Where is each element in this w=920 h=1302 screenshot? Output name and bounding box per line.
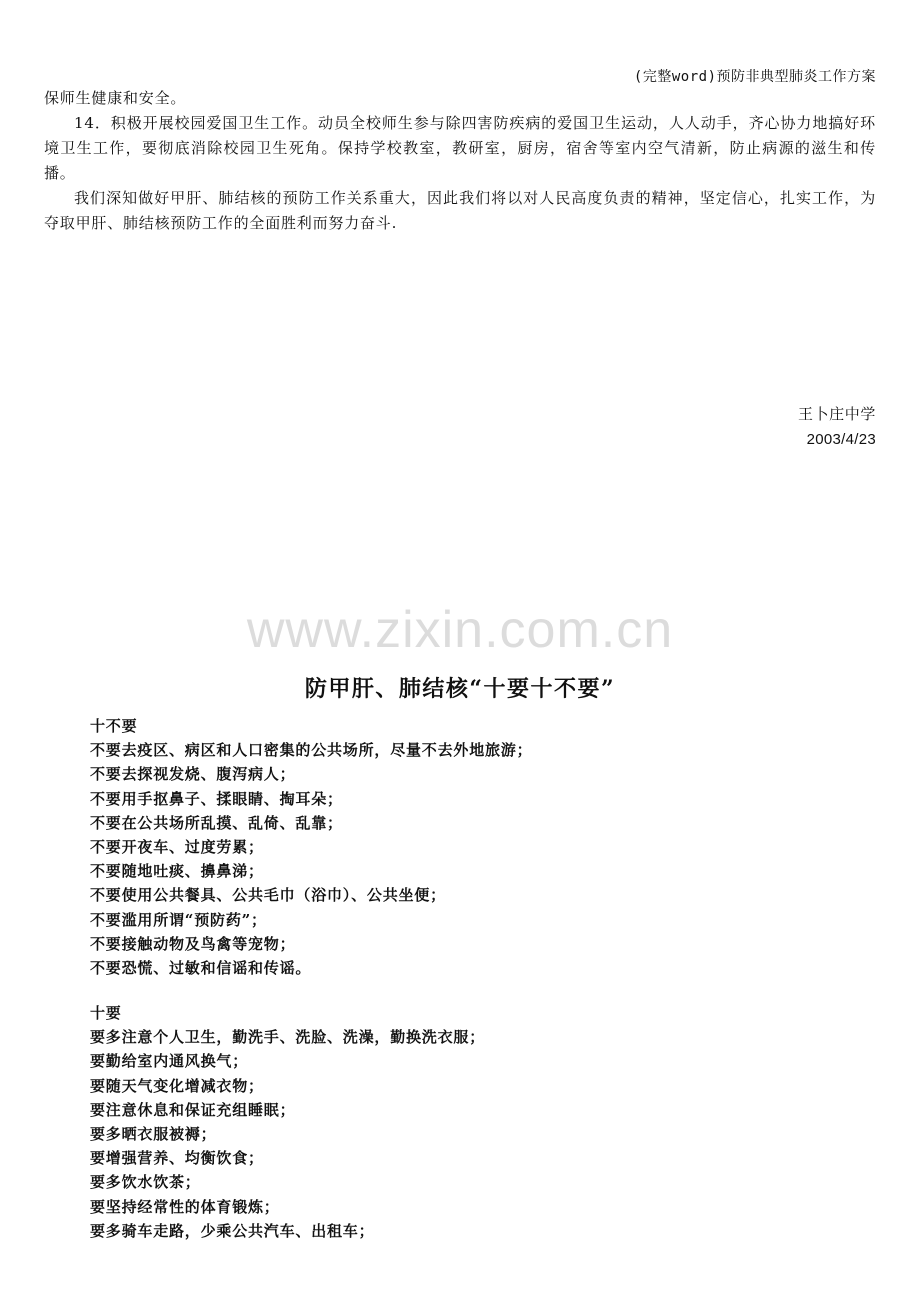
school-name: 王卜庄中学: [797, 405, 876, 423]
list-item: 要多饮水饮茶；: [90, 1173, 201, 1192]
section-title: 防甲肝、肺结核“十要十不要”: [304, 676, 616, 702]
list-item: 要坚持经常性的体育锻炼；: [90, 1197, 280, 1216]
list-item: 不要用手抠鼻子、揉眼睛、掏耳朵；: [90, 789, 343, 808]
list-item: 要增强营养、均衡饮食；: [90, 1149, 264, 1168]
donts-heading: 十不要: [90, 717, 138, 735]
list-item: 不要滥用所谓“预防药”；: [90, 910, 267, 929]
signature-date: 2003/4/23: [806, 431, 876, 448]
signature-block: [798, 402, 876, 452]
list-item: 不要随地吐痰、擤鼻涕；: [90, 862, 264, 881]
list-item: 不要去疫区、病区和人口密集的公共场所，尽量不去外地旅游；: [90, 741, 533, 760]
list-item: 不要接触动物及鸟禽等宠物；: [90, 934, 296, 953]
dos-list: [90, 1001, 850, 1243]
body-text: [44, 86, 876, 236]
list-item: 不要去探视发烧、腹泻病人；: [90, 765, 296, 784]
list-item: 要勤给室内通风换气；: [90, 1052, 249, 1071]
list-item: 要多骑车走路，少乘公共汽车、出租车；: [90, 1221, 375, 1240]
paragraph-item-14: 14．积极开展校园爱国卫生工作。动员全校师生参与除四害防疾病的爱国卫生运动，人人动手，齐心协力地搞好环境卫生工作，要彻底消除校园卫生死角。保持学校教室，教研室，厨房，宿舍等室内空气清新，防止病源的滋生和传播。: [44, 114, 876, 182]
list-item: 要多注意个人卫生，勤洗手、洗脸、洗澡，勤换洗衣服；: [90, 1028, 486, 1047]
list-item: 要多晒衣服被褥；: [90, 1125, 217, 1144]
list-item: 不要使用公共餐具、公共毛巾（浴巾）、公共坐便；: [90, 886, 446, 905]
list-item: 要注意休息和保证充组睡眠；: [90, 1100, 296, 1119]
donts-list: [90, 714, 850, 980]
watermark: www.zixin.com.cn: [246, 601, 674, 659]
paragraph-continuation: 保师生健康和安全。: [44, 89, 187, 107]
paragraph-conclusion: 我们深知做好甲肝、肺结核的预防工作关系重大，因此我们将以对人民高度负责的精神，坚定信心，扎实工作，为夺取甲肝、肺结核预防工作的全面胜利而努力奋斗.: [44, 189, 876, 232]
list-item: 要随天气变化增减衣物；: [90, 1076, 264, 1095]
running-header: (完整word)预防非典型肺炎工作方案: [633, 69, 876, 85]
dos-heading: 十要: [90, 1004, 122, 1022]
list-item: 不要开夜车、过度劳累；: [90, 838, 264, 857]
list-item: 不要在公共场所乱摸、乱倚、乱靠；: [90, 813, 343, 832]
list-item: 不要恐慌、过敏和信谣和传谣。: [90, 959, 312, 978]
